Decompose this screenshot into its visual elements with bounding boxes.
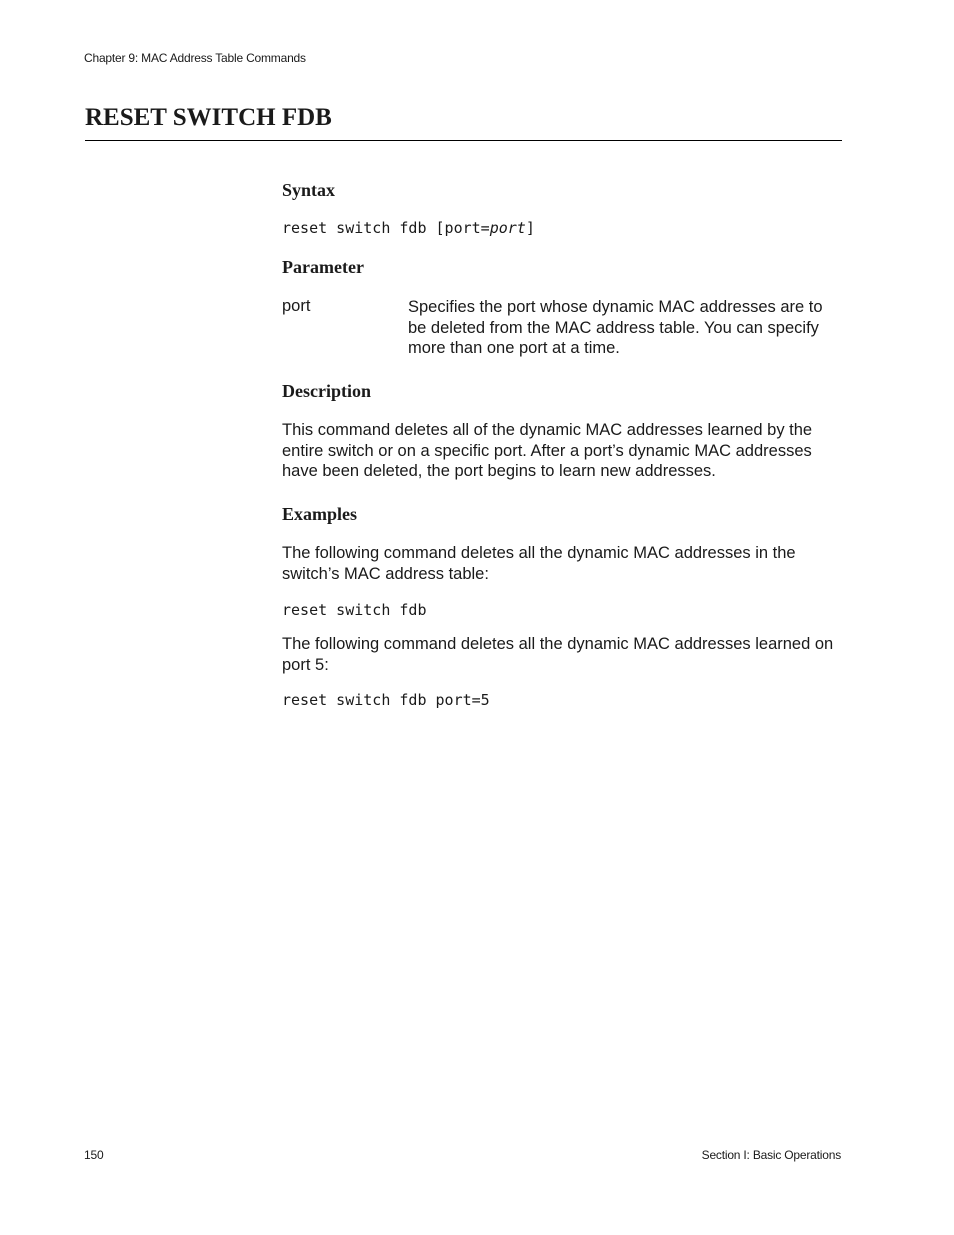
example-1-text: The following command deletes all the dynamic MAC addresses in the switch’s MAC address table:: [282, 544, 796, 583]
syntax-command-suffix: ]: [525, 219, 535, 237]
page-title: RESET SWITCH FDB: [85, 104, 332, 131]
example-2-text: The following command deletes all the dynamic MAC addresses learned on port 5:: [282, 635, 834, 674]
description-heading: Description: [282, 381, 371, 401]
description-text: This command deletes all of the dynamic MAC addresses learned by the entire switch or on a specific port. After a port’s dynamic MAC addresses have been deleted, the port begins to learn new addresses.: [282, 421, 813, 480]
footer-section: Section I: Basic Operations: [701, 1148, 841, 1162]
syntax-command-arg: port: [489, 219, 526, 237]
syntax-command-prefix: reset switch fdb [port=: [282, 219, 490, 237]
parameter-name: port: [282, 297, 311, 315]
page-number: 150: [84, 1148, 104, 1162]
examples-heading: Examples: [282, 504, 358, 524]
running-header: Chapter 9: MAC Address Table Commands: [84, 51, 306, 65]
parameter-description: Specifies the port whose dynamic MAC addresses are to be deleted from the MAC address table. You can specify more than one port at a time.: [408, 298, 823, 357]
example-1-command: reset switch fdb: [282, 601, 427, 619]
syntax-heading: Syntax: [282, 180, 336, 200]
syntax-command: [282, 219, 535, 237]
parameter-heading: Parameter: [282, 257, 364, 277]
title-rule: [85, 140, 842, 141]
example-2-command: reset switch fdb port=5: [282, 691, 490, 709]
